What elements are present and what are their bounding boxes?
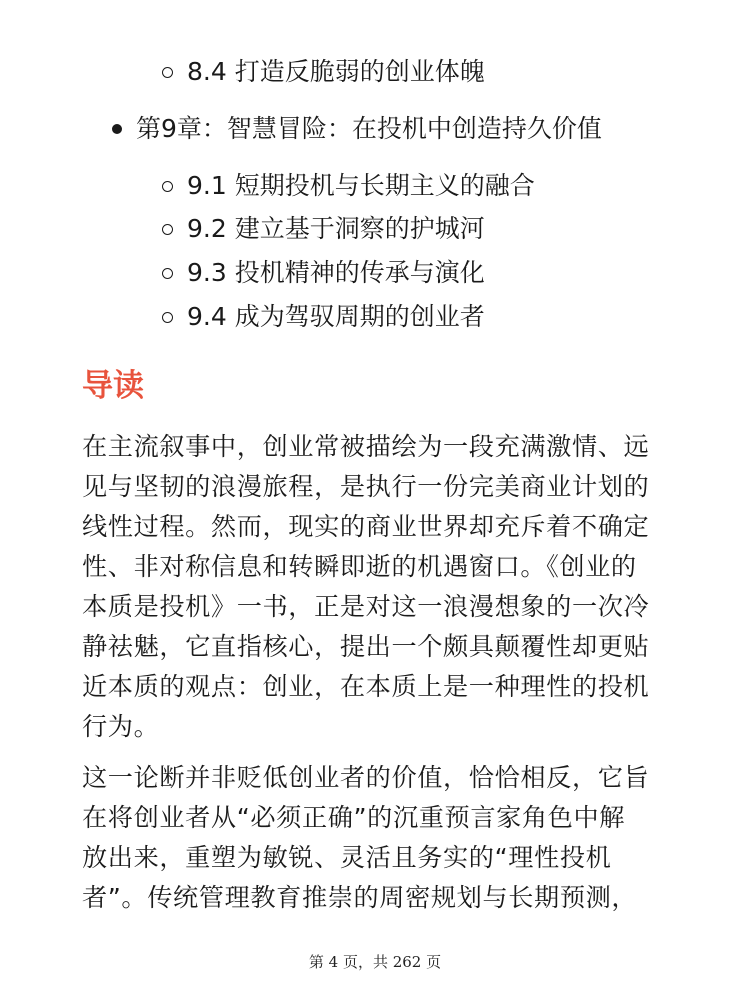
hollow-bullet-icon [162, 268, 173, 279]
section-title: 导读 [82, 368, 144, 404]
toc-item-9-4[interactable] [162, 302, 485, 332]
toc-item-label: 9.4 成为驾驭周期的创业者 [187, 302, 485, 331]
filled-bullet-icon [112, 124, 122, 134]
hollow-bullet-icon [162, 224, 173, 235]
intro-paragraph-1 [82, 427, 670, 747]
paragraph-line: 见与坚韧的浪漫旅程，是执行一份完美商业计划的 [82, 472, 650, 501]
paragraph-line: 静祛魅，它直指核心，提出一个颇具颠覆性却更贴 [82, 632, 650, 661]
paragraph-line: 者”。传统管理教育推崇的周密规划与长期预测， [82, 883, 638, 912]
hollow-bullet-icon [162, 312, 173, 323]
paragraph-line: 放出来，重塑为敏锐、灵活且务实的“理性投机 [82, 843, 612, 872]
toc-item-label: 8.4 打造反脆弱的创业体魄 [187, 57, 485, 86]
toc-item-9-1[interactable] [162, 171, 535, 201]
page-number-footer: 第 4 页，共 262 页 [308, 953, 442, 971]
toc-chapter-9[interactable] [112, 114, 602, 144]
toc-chapter-label: 第9章：智慧冒险：在投机中创造持久价值 [136, 114, 602, 143]
hollow-bullet-icon [162, 181, 173, 192]
toc-item-9-2[interactable] [162, 214, 485, 244]
toc-item-label: 9.1 短期投机与长期主义的融合 [187, 171, 535, 200]
paragraph-line: 本质是投机》一书，正是对这一浪漫想象的一次冷 [82, 592, 650, 621]
toc-item-9-3[interactable] [162, 258, 485, 288]
intro-paragraph-2 [82, 758, 670, 918]
hollow-bullet-icon [162, 67, 173, 78]
paragraph-line: 这一论断并非贬低创业者的价值，恰恰相反，它旨 [82, 763, 650, 792]
paragraph-line: 性、非对称信息和转瞬即逝的机遇窗口。《创业的 [82, 552, 637, 581]
paragraph-line: 在主流叙事中，创业常被描绘为一段充满激情、远 [82, 432, 650, 461]
toc-item-label: 9.2 建立基于洞察的护城河 [187, 214, 485, 243]
paragraph-line: 在将创业者从“必须正确”的沉重预言家角色中解 [82, 803, 626, 832]
paragraph-line: 线性过程。然而，现实的商业世界却充斥着不确定 [82, 512, 650, 541]
paragraph-line: 近本质的观点：创业，在本质上是一种理性的投机 [82, 672, 650, 701]
toc-item-8-4[interactable] [162, 57, 485, 87]
toc-item-label: 9.3 投机精神的传承与演化 [187, 258, 485, 287]
paragraph-line: 行为。 [82, 712, 160, 741]
